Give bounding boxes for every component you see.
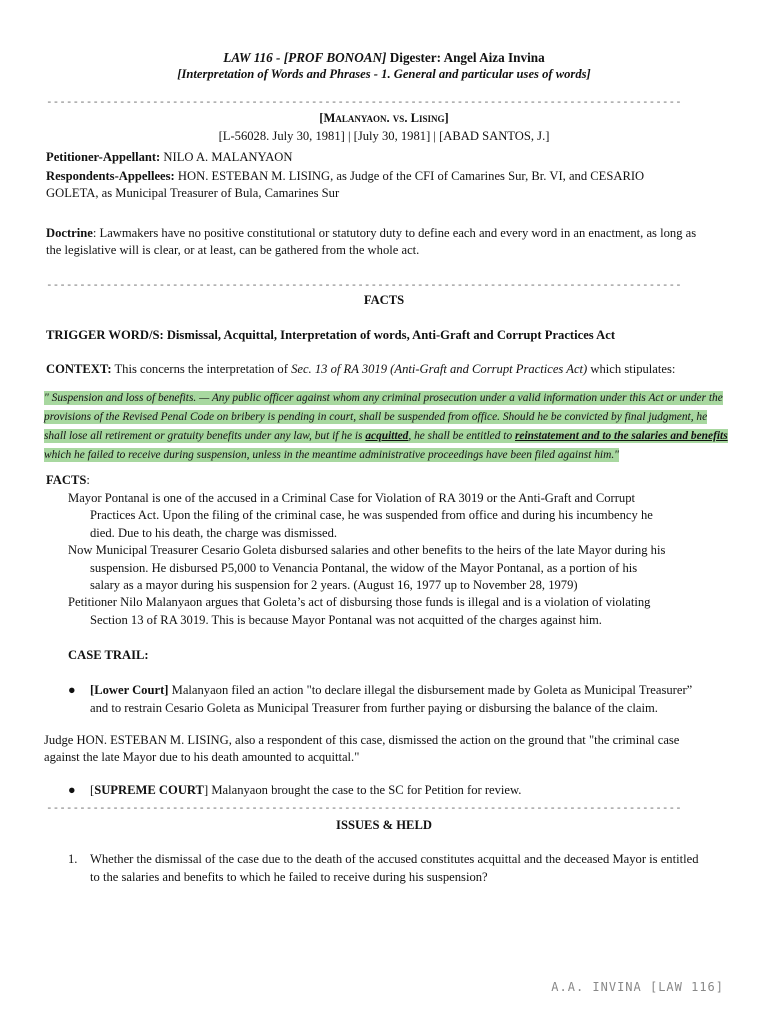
- judge-line-2: against the late Mayor due to his death amounted to acquittal.": [44, 750, 360, 764]
- doctrine-text-2: the legislative will is clear, or at least, can be gathered from the whole act.: [46, 243, 420, 257]
- case-name: Malanyaon. vs. Lising: [323, 111, 445, 125]
- case-title: [0, 111, 768, 126]
- bullet-icon: ●: [68, 683, 76, 697]
- doctrine-line: [46, 225, 726, 243]
- issue-line-1: Whether the dismissal of the case due to the death of the accused constitutes acquittal and the deceased Mayor is entitled: [90, 852, 699, 866]
- lower-court-text-2: and to restrain Cesario Goleta as Municipal Treasurer from further paying or disbursing the balance of the claim.: [90, 700, 658, 715]
- petitioner-line: [46, 149, 726, 167]
- context-label: CONTEXT:: [46, 362, 112, 376]
- doc-header: [0, 50, 768, 66]
- quote-acquitted: acquitted: [365, 430, 409, 442]
- supreme-court-label: SUPREME COURT: [94, 783, 204, 797]
- issue-text: [90, 851, 730, 886]
- petitioner-label: Petitioner-Appellant:: [46, 150, 161, 164]
- context-law: Sec. 13 of RA 3019 (Anti-Graft and Corrupt Practices Act): [291, 362, 588, 376]
- bracket-close: ]: [203, 783, 209, 797]
- trail-item-text: [90, 682, 730, 717]
- respondents-line: [46, 168, 726, 186]
- case-citation: [L-56028. July 30, 1981] | [July 30, 1981] | [ABAD SANTOS, J.]: [218, 129, 550, 143]
- respondents-text-1: HON. ESTEBAN M. LISING, as Judge of the CFI of Camarines Sur, Br. VI, and CESARIO: [177, 169, 645, 183]
- statute-quote: [44, 389, 728, 465]
- respondents-label: Respondents-Appellees:: [46, 169, 175, 183]
- bullet-icon: ●: [68, 783, 76, 797]
- fact-1-line-2: Practices Act. Upon the filing of the criminal case, he was suspended from office and during his incumbency he: [90, 508, 653, 523]
- judge-line-1: Judge HON. ESTEBAN M. LISING, also a respondent of this case, dismissed the action on the ground that "the criminal case: [44, 733, 680, 747]
- issue-number: 1.: [68, 852, 78, 866]
- bracket-open: [: [319, 111, 324, 125]
- trigger-words: TRIGGER WORD/S: Dismissal, Acquittal, Interpretation of words, Anti-Graft and Corrupt Practices Act: [46, 328, 616, 342]
- divider: ------------------------------------------------------------------------------------------------: [46, 95, 682, 108]
- fact-3-line-2: Section 13 of RA 3019. This is because Mayor Pontanal was not acquitted of the charges against him.: [90, 612, 602, 627]
- fact-1-line-1: Mayor Pontanal is one of the accused in a Criminal Case for Violation of RA 3019 or the Anti-Graft and Corrupt: [68, 491, 636, 505]
- quote-reinstatement: reinstatement and to the salaries and benefits: [514, 430, 728, 442]
- case-trail-label: CASE TRAIL:: [68, 648, 149, 662]
- trail-item-text: [90, 782, 730, 800]
- facts-label-line: [46, 472, 726, 490]
- quote-highlight: [44, 391, 728, 462]
- digester-name: Digester: Angel Aiza Invina: [389, 50, 545, 65]
- context-text-1: This concerns the interpretation of: [114, 362, 288, 376]
- supreme-court-text: Malanyaon brought the case to the SC for Petition for review.: [208, 783, 522, 797]
- facts-heading: FACTS: [363, 293, 405, 307]
- issue-line-2: to the salaries and benefits to which he failed to receive during his suspension?: [90, 869, 488, 884]
- trail-item-line-1: [90, 682, 730, 700]
- quote-part-1: " Suspension and loss of benefits. — Any public officer against whom any criminal prosecution under a valid information under this Act or under the provisions of the Revised Penal Code on bribery is pending in court, shall be suspended from office. Should he be convicted by final judgment, he shall lose all retirement or gratuity benefits under any law, but if he is: [44, 392, 723, 442]
- context-text-2: which stipulates:: [590, 362, 676, 376]
- quote-part-2: , he shall be entitled to: [408, 430, 515, 442]
- lower-court-label: [Lower Court]: [90, 683, 169, 697]
- bracket-close: ]: [444, 111, 449, 125]
- facts-label: FACTS: [46, 473, 87, 487]
- fact-2-line-2: suspension. He disbursed P5,000 to Venancia Pontanal, the widow of the Mayor Pontanal, as a portion of his: [90, 560, 638, 575]
- doctrine-label: Doctrine: [46, 226, 93, 240]
- quote-part-3: which he failed to receive during suspension, unless in the meantime administrative proceedings have been filed against him.": [44, 449, 619, 461]
- issues-heading: ISSUES & HELD: [336, 818, 432, 832]
- divider: ------------------------------------------------------------------------------------------------: [46, 801, 682, 814]
- page-footer: A.A. INVINA [LAW 116]: [551, 980, 724, 994]
- facts-colon: :: [86, 473, 90, 487]
- lower-court-text-1: Malanyaon filed an action "to declare illegal the disbursement made by Goleta as Municipal Treasurer”: [168, 683, 693, 697]
- fact-2-line-1: Now Municipal Treasurer Cesario Goleta disbursed salaries and other benefits to the heirs of the late Mayor during his: [68, 543, 666, 558]
- context-line: [46, 361, 726, 379]
- fact-1-line-3: died. Due to his death, the charge was dismissed.: [90, 525, 338, 540]
- petitioner-name: NILO A. MALANYAON: [163, 150, 293, 164]
- topic-subtitle: [Interpretation of Words and Phrases - 1. General and particular uses of words]: [177, 67, 591, 81]
- doctrine-text-1: : Lawmakers have no positive constitutional or statutory duty to define each and every word in an enactment, as long as: [92, 226, 697, 240]
- course-title: LAW 116 - [PROF BONOAN]: [223, 50, 387, 65]
- respondents-text-2: GOLETA, as Municipal Treasurer of Bula, Camarines Sur: [46, 186, 340, 200]
- divider: ------------------------------------------------------------------------------------------------: [46, 278, 682, 291]
- bracket-open: [: [90, 783, 95, 797]
- facts-list: [68, 490, 748, 629]
- fact-3-line-1: Petitioner Nilo Malanyaon argues that Goleta’s act of disbursing those funds is illegal and is a violation of violating: [68, 595, 651, 610]
- fact-2-line-3: salary as a mayor during his suspension for 2 years. (August 16, 1977 up to November 28, 1979): [90, 578, 578, 593]
